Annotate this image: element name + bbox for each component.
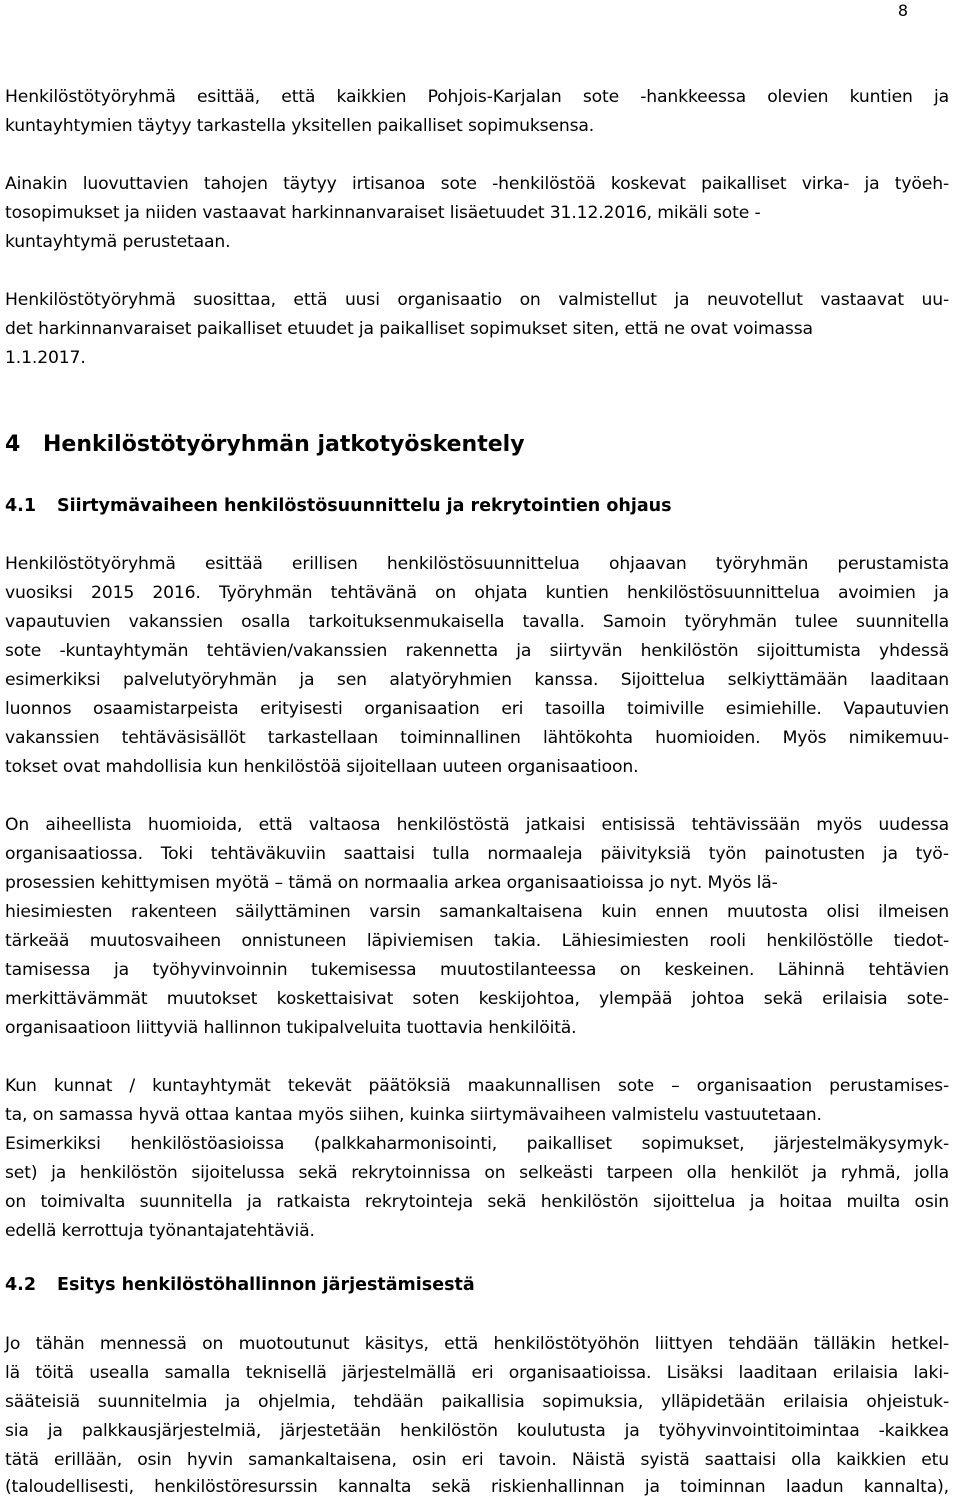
text-line: kuntayhtymien täytyy tarkastella yksitellen paikalliset sopimuksensa.	[5, 116, 595, 136]
text-line: Henkilöstötyöryhmä suosittaa, että uusi organisaatio on valmistellut ja neuvotellut vastaavat uu-	[5, 290, 949, 310]
text-line: 1.1.2017.	[5, 348, 86, 368]
text-line: tamisessa ja työhyvinvoinnin tukemisessa muutostilanteessa on keskeinen. Lähinnä tehtävien	[5, 960, 949, 980]
heading-number: 4.1	[5, 496, 37, 516]
text-line: hiesimiesten rakenteen säilyttäminen varsin samankaltaisena kuin ennen muutosta olisi ilmeisen	[5, 902, 949, 922]
text-line: tätä erillään, osin hyvin samankaltaisena, osin eri tavoin. Näistä syistä saattaisi olla kaikkien etu	[5, 1450, 949, 1470]
text-line: luonnos osaamistarpeista erityisesti organisaation eri tasoilla toimiville esimiehille. Vapautuvien	[5, 699, 949, 719]
text-line: vakanssien tehtäväsisällöt tarkastellaan toiminnallinen lähtökohta huomioiden. Myös nimikemuu-	[5, 728, 949, 748]
text-line: lä töitä usealla samalla teknisellä järjestelmällä eri organisaatioissa. Lisäksi laaditaan erilaisia laki-	[5, 1363, 949, 1383]
text-line: organisaatiossa. Toki tehtäväkuviin saattaisi tulla normaaleja päivityksiä työn painotusten ja työ-	[5, 844, 949, 864]
text-line: On aiheellista huomioida, että valtaosa henkilöstöstä jatkaisi entisissä tehtävissään myös uudessa	[5, 815, 949, 835]
text-line: tokset ovat mahdollisia kun henkilöstöä sijoitellaan uuteen organisaatioon.	[5, 757, 639, 777]
text-line: prosessien kehittymisen myötä – tämä on normaalia arkea organisaatioissa jo nyt. Myös lä-	[5, 873, 778, 893]
heading-title: Henkilöstötyöryhmän jatkotyöskentely	[43, 432, 525, 457]
text-line: vapautuvien vakanssien osalla tarkoituksenmukaisella tavalla. Samoin työryhmän tulee suunnitella	[5, 612, 949, 632]
heading-title: Siirtymävaiheen henkilöstösuunnittelu ja rekrytointien ohjaus	[57, 496, 672, 516]
text-line: tosopimukset ja niiden vastaavat harkinnanvaraiset lisäetuudet 31.12.2016, mikäli sote -	[5, 203, 761, 223]
heading-4-1	[5, 494, 672, 518]
text-line: vuosiksi 2015 2016. Työryhmän tehtävänä on ohjata kuntien henkilöstösuunnittelua avoimien ja	[5, 583, 949, 603]
text-line: (taloudellisesti, henkilöstöresurssin kannalta sekä riskienhallinnan ja toiminnan laadun kannalta),	[5, 1477, 949, 1497]
text-line: sia ja palkkausjärjestelmiä, järjestetään henkilöstön koulutusta ja työhyvinvointitoimintaa -kaikkea	[5, 1421, 949, 1441]
text-line: on toimivalta suunnitella ja ratkaista rekrytointeja sekä henkilöstön sijoittelua ja hoitaa muilta osin	[5, 1192, 949, 1212]
heading-number: 4	[5, 432, 21, 457]
text-line: organisaatioon liittyviä hallinnon tukipalveluita tuottavia henkilöitä.	[5, 1018, 577, 1038]
text-line: Jo tähän mennessä on muotoutunut käsitys, että henkilöstötyöhön liittyen tehdään tälläkin hetkel-	[5, 1334, 949, 1354]
heading-number: 4.2	[5, 1275, 37, 1295]
text-line: Ainakin luovuttavien tahojen täytyy irtisanoa sote -henkilöstöä koskevat paikalliset virka- ja työeh-	[5, 174, 949, 194]
text-line: det harkinnanvaraiset paikalliset etuudet ja paikalliset sopimukset siten, että ne ovat voimassa	[5, 319, 813, 339]
heading-4	[5, 431, 525, 459]
text-line: Henkilöstötyöryhmä esittää, että kaikkien Pohjois-Karjalan sote -hankkeessa olevien kuntien ja	[5, 87, 949, 107]
text-line: Esimerkiksi henkilöstöasioissa (palkkaharmonisointi, paikalliset sopimukset, järjestelmäkysymyk-	[5, 1134, 949, 1154]
text-line: merkittävämmät muutokset koskettaisivat soten keskijohtoa, ylempää johtoa sekä erilaisia sote-	[5, 989, 949, 1009]
text-line: Henkilöstötyöryhmä esittää erillisen henkilöstösuunnittelua ohjaavan työryhmän perustamista	[5, 554, 949, 574]
text-line: esimerkiksi palvelutyöryhmän ja sen alatyöryhmien kanssa. Sijoittelua selkiyttämään laaditaan	[5, 670, 949, 690]
text-line: sääteisiä suunnitelmia ja ohjelmia, tehdään paikallisia sopimuksia, ylläpidetään erilaisia ohjeistuk-	[5, 1392, 949, 1412]
heading-title: Esitys henkilöstöhallinnon järjestämisestä	[57, 1275, 475, 1295]
text-line: kuntayhtymä perustetaan.	[5, 232, 231, 252]
text-line: edellä kerrottuja työnantajatehtäviä.	[5, 1221, 315, 1241]
text-line: set) ja henkilöstön sijoitelussa sekä rekrytoinnissa on selkeästi tarpeen olla henkilöt ja ryhmä, jolla	[5, 1163, 949, 1183]
text-line: Kun kunnat / kuntayhtymät tekevät päätöksiä maakunnallisen sote – organisaation perustamises-	[5, 1076, 949, 1096]
page-number: 8	[897, 1, 908, 20]
text-line: sote -kuntayhtymän tehtävien/vakanssien rakennetta ja siirtyvän henkilöstön sijoittumista yhdessä	[5, 641, 949, 661]
text-line: ta, on samassa hyvä ottaa kantaa myös siihen, kuinka siirtymävaiheen valmistelu vastuutetaan.	[5, 1105, 822, 1125]
text-line: tärkeää muutosvaiheen onnistuneen läpiviemisen takia. Lähiesimiesten rooli henkilöstölle tiedot-	[5, 931, 949, 951]
heading-4-2	[5, 1273, 475, 1297]
